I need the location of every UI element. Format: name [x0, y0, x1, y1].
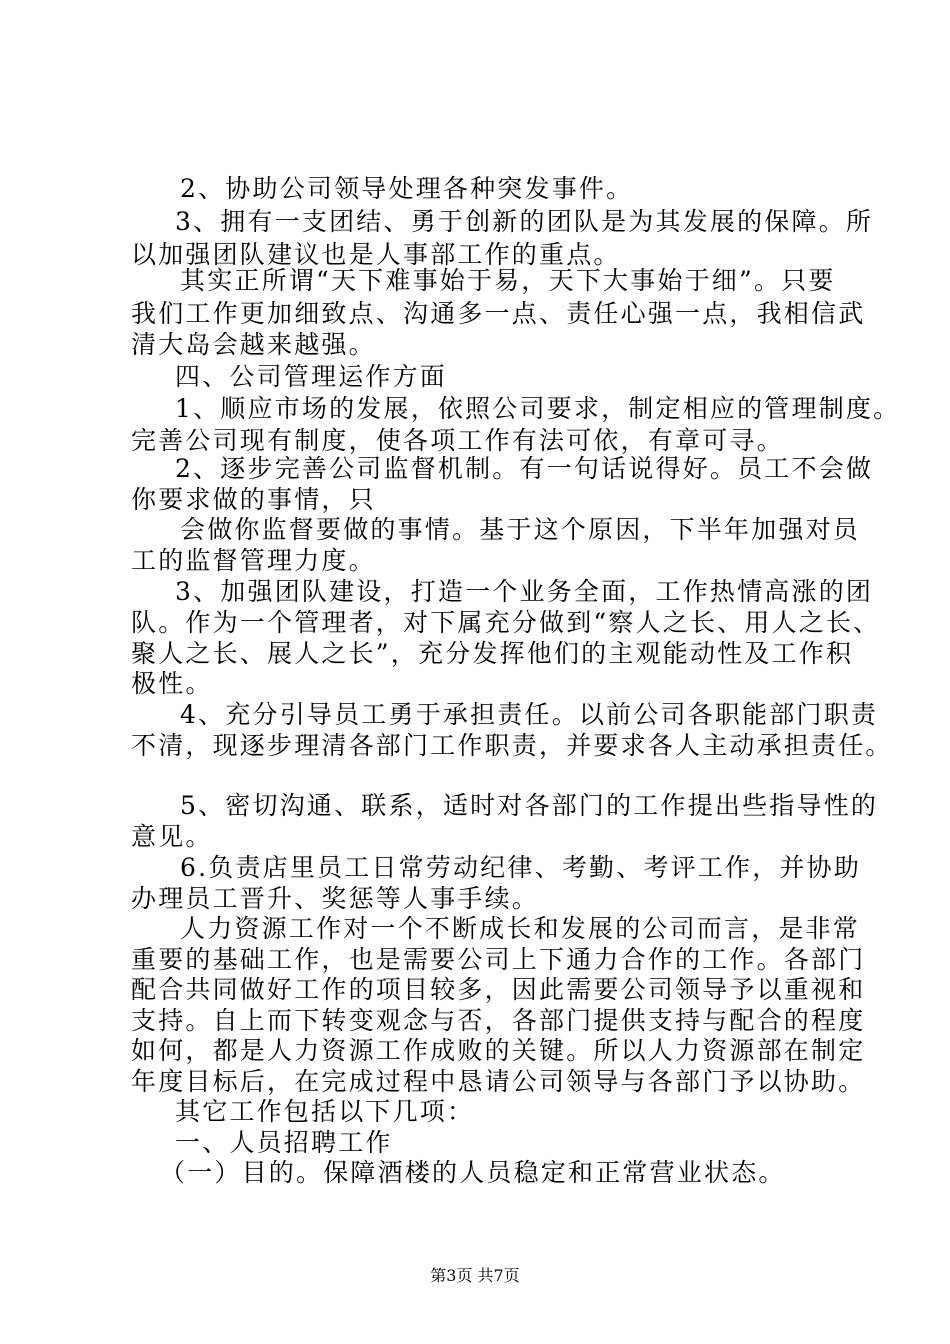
- text-line: 聚人之长、展人之长”，充分发挥他们的主观能动性及工作积: [131, 639, 854, 668]
- text-line: 支持。自上而下转变观念与否，各部门提供支持与配合的程度: [131, 1006, 866, 1035]
- text-line: 人力资源工作对一个不断成长和发展的公司而言，是非常: [180, 914, 861, 943]
- text-line: 其它工作包括以下几项：: [175, 1097, 475, 1126]
- section-heading: 一、人员招聘工作: [175, 1128, 393, 1157]
- text-line: 3、加强团队建设，打造一个业务全面，工作热情高涨的团: [175, 577, 874, 606]
- text-line: 你要求做的事情，只: [131, 485, 376, 514]
- text-line: 不清，现逐步理清各部门工作职责，并要求各人主动承担责任。: [131, 731, 893, 760]
- text-line: 重要的基础工作，也是需要公司上下通力合作的工作。各部门: [131, 945, 866, 974]
- text-line: 我们工作更加细致点、沟通多一点、责任心强一点，我相信武: [131, 299, 866, 328]
- text-line: 2、协助公司领导处理各种突发事件。: [180, 174, 634, 203]
- text-line: 队。作为一个管理者，对下属充分做到“察人之长、用人之长、: [131, 608, 881, 637]
- text-line: 完善公司现有制度，使各项工作有法可依，有章可寻。: [131, 426, 784, 455]
- text-line: 清大岛会越来越强。: [131, 330, 376, 359]
- text-line: 2、逐步完善公司监督机制。有一句话说得好。员工不会做: [175, 454, 874, 483]
- text-line: 如何，都是人力资源工作成败的关键。所以人力资源部在制定: [131, 1036, 866, 1065]
- text-line: 工的监督管理力度。: [131, 546, 376, 575]
- text-line: 以加强团队建议也是人事部工作的重点。: [131, 240, 621, 269]
- text-line: 办理员工晋升、奖惩等人事手续。: [131, 884, 540, 913]
- text-line: （一）目的。保障酒楼的人员稳定和正常营业状态。: [160, 1158, 786, 1187]
- text-line: 5、密切沟通、联系，适时对各部门的工作提出些指导性的: [180, 791, 879, 820]
- page-number: 第3页 共7页: [430, 1266, 520, 1285]
- text-line: 极性。: [131, 669, 213, 698]
- text-line: 会做你监督要做的事情。基于这个原因，下半年加强对员: [180, 515, 861, 544]
- text-line: 其实正所谓“天下难事始于易，天下大事始于细”。只要: [180, 266, 836, 295]
- text-line: 4、充分引导员工勇于承担责任。以前公司各职能部门职责: [180, 700, 879, 729]
- text-line: 6.负责店里员工日常劳动纪律、考勤、考评工作，并协助: [180, 853, 862, 882]
- text-line: 3、拥有一支团结、勇于创新的团队是为其发展的保障。所: [175, 207, 874, 236]
- text-line: 年度目标后，在完成过程中恳请公司领导与各部门予以协助。: [131, 1067, 866, 1096]
- text-line: 1、顺应市场的发展，依照公司要求，制定相应的管理制度。: [175, 394, 901, 423]
- text-line: 配合共同做好工作的项目较多，因此需要公司领导予以重视和: [131, 975, 866, 1004]
- text-line: 意见。: [131, 822, 213, 851]
- section-heading: 四、公司管理运作方面: [175, 362, 448, 391]
